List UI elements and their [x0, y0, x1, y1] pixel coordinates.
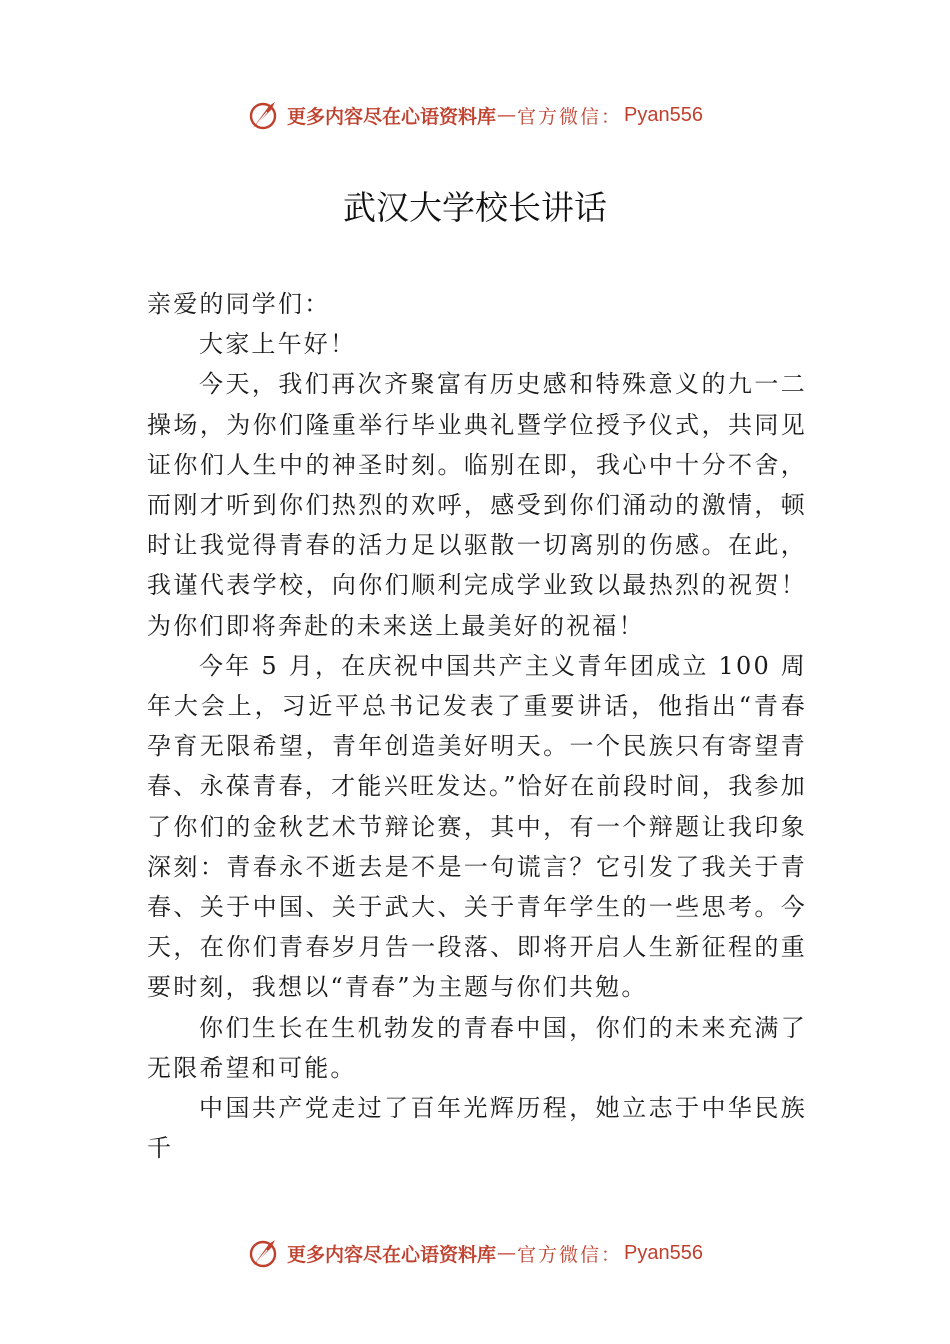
paragraph: 大家上午好！	[199, 330, 357, 359]
footer-banner	[0, 1233, 950, 1273]
wechat-label: 官方微信：	[517, 1243, 623, 1266]
banner-text: 更多内容尽在心语资料库	[287, 105, 497, 128]
paragraph: 今年 5 月，在庆祝中国共产主义青年团成立 100 周年大会上，习近平总书记发表了重要讲话，他指出“青春孕育无限希望，青年创造美好明天。一个民族只有寄望青春、永葆青春，才能兴旺发达。”恰好在前段时间，我参加了你们的金秋艺术节辩论赛，其中，有一个辩题让我印象深刻：青春永不逝去是不是一句谎言？它引发了我关于青春、关于中国、关于武大、关于青年学生的一些思考。今天，在你们青春岁月告一段落、即将开启人生新征程的重要时刻，我想以“青春”为主题与你们共勉。	[147, 651, 807, 1002]
banner-text: 更多内容尽在心语资料库	[287, 1243, 497, 1266]
banner-dash: —	[497, 104, 517, 126]
paragraph: 你们生长在生机勃发的青春中国，你们的未来充满了无限希望和可能。	[147, 1013, 807, 1082]
quill-logo-icon	[247, 98, 281, 132]
header-banner	[0, 95, 950, 135]
quill-logo-icon	[247, 1236, 281, 1270]
paragraph: 今天，我们再次齐聚富有历史感和特殊意义的九一二操场，为你们隆重举行毕业典礼暨学位授予仪式，共同见证你们人生中的神圣时刻。临别在即，我心中十分不舍，而刚才听到你们热烈的欢呼，感受到你们涌动的激情，顿时让我觉得青春的活力足以驱散一切离别的伤感。在此，我谨代表学校，向你们顺利完成学业致以最热烈的祝贺！为你们即将奔赴的未来送上最美好的祝福！	[147, 370, 807, 640]
wechat-id: Pyan556	[624, 103, 703, 126]
document-body	[147, 284, 807, 1168]
wechat-label: 官方微信：	[517, 105, 623, 128]
paragraph: 中国共产党走过了百年光辉历程，她立志于中华民族千	[147, 1094, 807, 1163]
banner-dash: —	[497, 1242, 517, 1264]
wechat-id: Pyan556	[624, 1241, 703, 1264]
salutation: 亲爱的同学们：	[147, 290, 331, 318]
document-title: 武汉大学校长讲话	[343, 188, 607, 227]
